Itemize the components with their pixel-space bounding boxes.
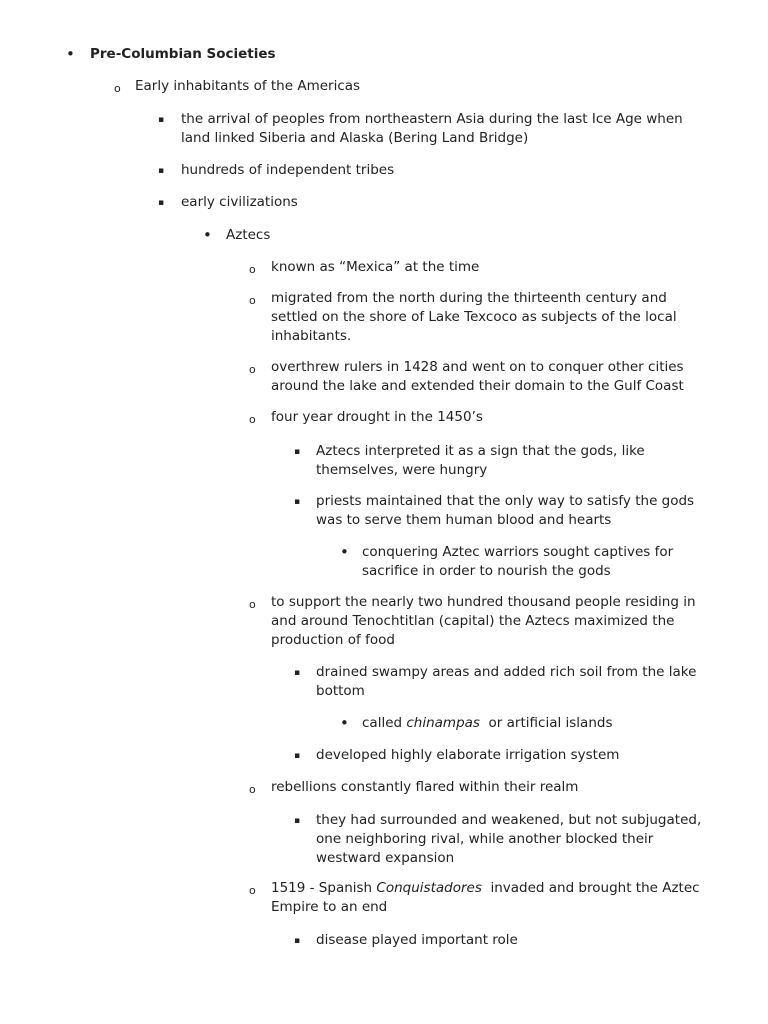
text-segment: or artificial islands — [479, 715, 613, 731]
outline-heading: Pre-Columbian Societies — [90, 46, 276, 62]
outline-text: migrated from the north during the thirteenth century and settled on the shore of Lake Texcoco as subjects of the local inhabitants. — [271, 290, 677, 344]
outline-text: Aztecs interpreted it as a sign that the gods, like themselves, were hungry — [316, 443, 645, 478]
bullet-circle-icon: o — [249, 884, 256, 897]
outline-text: overthrew rulers in 1428 and went on to conquer other cities around the lake and extended their domain to the Gulf Coast — [271, 359, 684, 394]
bullet-square-icon: ▪ — [294, 668, 301, 678]
bullet-disc-icon: • — [340, 714, 349, 732]
outline-text: rebellions constantly flared within their realm — [271, 779, 579, 795]
bullet-disc-icon: • — [66, 45, 75, 63]
outline-text: priests maintained that the only way to satisfy the gods was to serve them human blood and hearts — [316, 493, 695, 528]
outline-text: they had surrounded and weakened, but not subjugated, one neighboring rival, while another blocked their westward expansion — [316, 812, 702, 866]
bullet-square-icon: ▪ — [158, 198, 165, 208]
italic-term: chinampas — [406, 715, 480, 731]
bullet-circle-icon: o — [249, 263, 256, 276]
bullet-circle-icon: o — [249, 294, 256, 307]
bullet-square-icon: ▪ — [294, 816, 301, 826]
outline-text — [362, 714, 722, 733]
outline-text: known as “Mexica” at the time — [271, 259, 480, 275]
bullet-square-icon: ▪ — [158, 115, 165, 125]
bullet-disc-icon: • — [203, 226, 212, 244]
bullet-circle-icon: o — [249, 783, 256, 796]
bullet-circle-icon: o — [249, 598, 256, 611]
bullet-circle-icon: o — [249, 413, 256, 426]
outline-text: Aztecs — [226, 227, 271, 243]
text-segment: invaded and brought the Aztec Empire to an end — [271, 880, 704, 915]
outline-text: early civilizations — [181, 194, 298, 210]
outline-text: four year drought in the 1450’s — [271, 409, 483, 425]
text-segment: called — [362, 715, 407, 731]
outline-text: Early inhabitants of the Americas — [135, 78, 361, 94]
outline-text: the arrival of peoples from northeastern Asia during the last Ice Age when land linked Siberia and Alaska (Bering Land Bridge) — [181, 111, 683, 146]
outline-text: drained swampy areas and added rich soil from the lake bottom — [316, 664, 697, 699]
bullet-circle-icon: o — [249, 363, 256, 376]
bullet-circle-icon: o — [114, 82, 121, 95]
bullet-square-icon: ▪ — [294, 751, 301, 761]
bullet-disc-icon: • — [340, 543, 349, 561]
bullet-square-icon: ▪ — [294, 936, 301, 946]
bullet-square-icon: ▪ — [158, 166, 165, 176]
bullet-square-icon: ▪ — [294, 447, 301, 457]
italic-term: Conquistadores — [376, 880, 482, 896]
outline-text: conquering Aztec warriors sought captives for sacrifice in order to nourish the gods — [362, 544, 674, 579]
outline-text: to support the nearly two hundred thousand people residing in and around Tenochtitlan (capital) the Aztecs maximized the production of food — [271, 594, 696, 648]
text-segment: 1519 - Spanish — [271, 880, 377, 896]
outline-text: disease played important role — [316, 932, 518, 948]
outline-text: developed highly elaborate irrigation system — [316, 747, 620, 763]
outline-text — [271, 879, 731, 917]
outline-text: hundreds of independent tribes — [181, 162, 395, 178]
bullet-square-icon: ▪ — [294, 497, 301, 507]
